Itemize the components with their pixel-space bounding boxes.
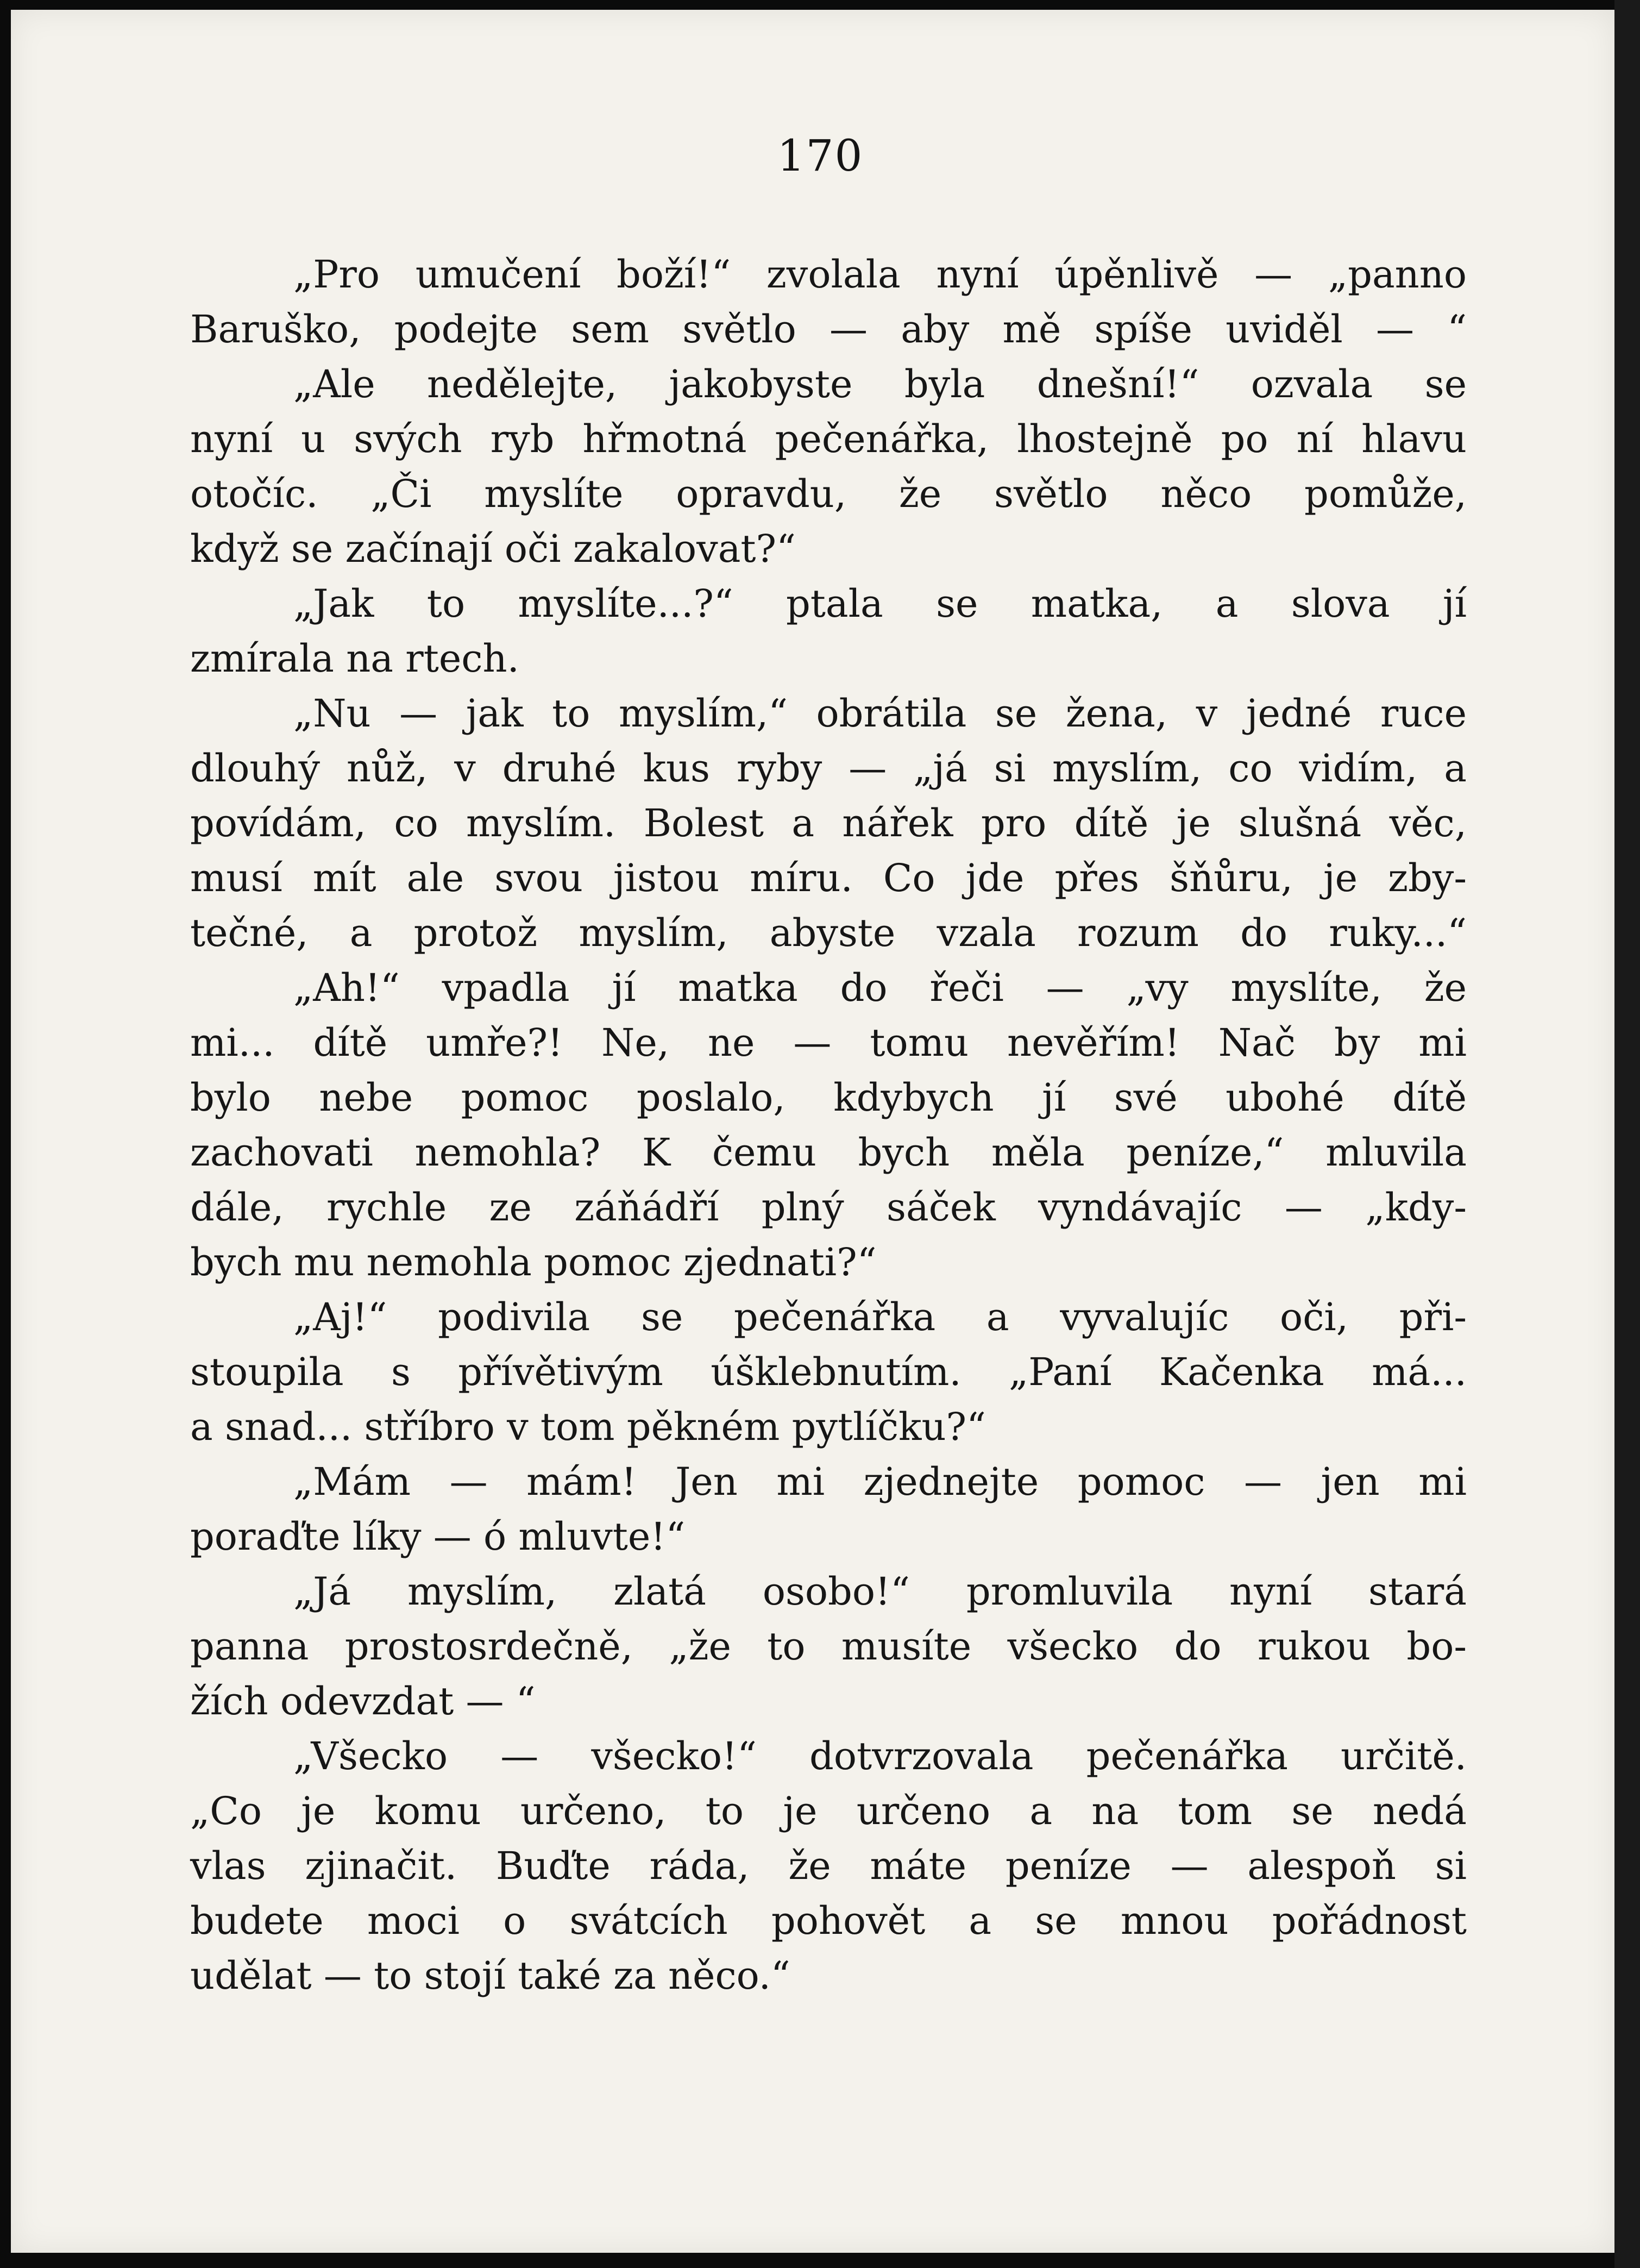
text-line: dlouhý nůž, v druhé kus ryby — „já si myslím, co vidím, a (190, 746, 1467, 791)
text-line: vlas zjinačit. Buďte ráda, že máte peníze — alespoň si (190, 1844, 1467, 1888)
text-line: musí mít ale svou jistou míru. Co jde přes šňůru, je zby- (190, 856, 1467, 900)
text-line: bych mu nemohla pomoc zjednati?“ (190, 1240, 877, 1285)
scan-edge (1614, 0, 1640, 2268)
text-line: nyní u svých ryb hřmotná pečenářka, lhostejně po ní hlavu (190, 417, 1467, 461)
text-line: dále, rychle ze záňádří plný sáček vyndávajíc — „kdy- (190, 1185, 1467, 1230)
text-line: zachovati nemohla? K čemu bych měla peníze,“ mluvila (190, 1130, 1467, 1175)
text-line: panna prostosrdečně, „že to musíte všecko do rukou bo- (190, 1624, 1467, 1669)
text-line: „Ah!“ vpadla jí matka do řeči — „vy myslíte, že (293, 966, 1467, 1010)
text-line: zmírala na rtech. (190, 636, 519, 681)
text-line: a snad... stříbro v tom pěkném pytlíčku?“ (190, 1405, 986, 1449)
body-text (190, 247, 1467, 2003)
text-line: „Ale nedělejte, jakobyste byla dnešní!“ ozvala se (293, 362, 1467, 406)
text-line: budete moci o svátcích pohovět a se mnou pořádnost (190, 1899, 1467, 1943)
text-line: „Nu — jak to myslím,“ obrátila se žena, v jedné ruce (293, 691, 1467, 736)
text-line: povídám, co myslím. Bolest a nářek pro dítě je slušná věc, (190, 801, 1467, 845)
text-line: bylo nebe pomoc poslalo, kdybych jí své ubohé dítě (190, 1075, 1467, 1120)
text-line: „Já myslím, zlatá osobo!“ promluvila nyní stará (293, 1569, 1467, 1614)
text-line: poraďte líky — ó mluvte!“ (190, 1514, 686, 1559)
text-line: když se začínají oči zakalovat?“ (190, 527, 796, 571)
text-line: stoupila s přívětivým úšklebnutím. „Paní Kačenka má... (190, 1350, 1467, 1394)
text-line: „Všecko — všecko!“ dotvrzovala pečenářka určitě. (293, 1734, 1467, 1778)
page-number: 170 (777, 130, 864, 181)
text-line: „Jak to myslíte...?“ ptala se matka, a slova jí (293, 581, 1467, 626)
text-line: udělat — to stojí také za něco.“ (190, 1953, 790, 1998)
text-line: „Pro umučení boží!“ zvolala nyní úpěnlivě — „panno (293, 252, 1467, 297)
text-line: „Mám — mám! Jen mi zjednejte pomoc — jen mi (293, 1459, 1467, 1504)
text-line: „Co je komu určeno, to je určeno a na tom se nedá (190, 1789, 1467, 1833)
text-line: otočíc. „Či myslíte opravdu, že světlo něco pomůže, (190, 472, 1467, 516)
text-line: Baruško, podejte sem světlo — aby mě spíše uviděl — “ (190, 307, 1467, 352)
text-line: mi... dítě umře?! Ne, ne — tomu nevěřím! Nač by mi (190, 1020, 1467, 1065)
text-line: tečné, a protož myslím, abyste vzala rozum do ruky...“ (190, 911, 1467, 955)
text-line: žích odevzdat — “ (190, 1679, 536, 1724)
text-line: „Aj!“ podivila se pečenářka a vyvalujíc oči, při- (293, 1295, 1467, 1339)
